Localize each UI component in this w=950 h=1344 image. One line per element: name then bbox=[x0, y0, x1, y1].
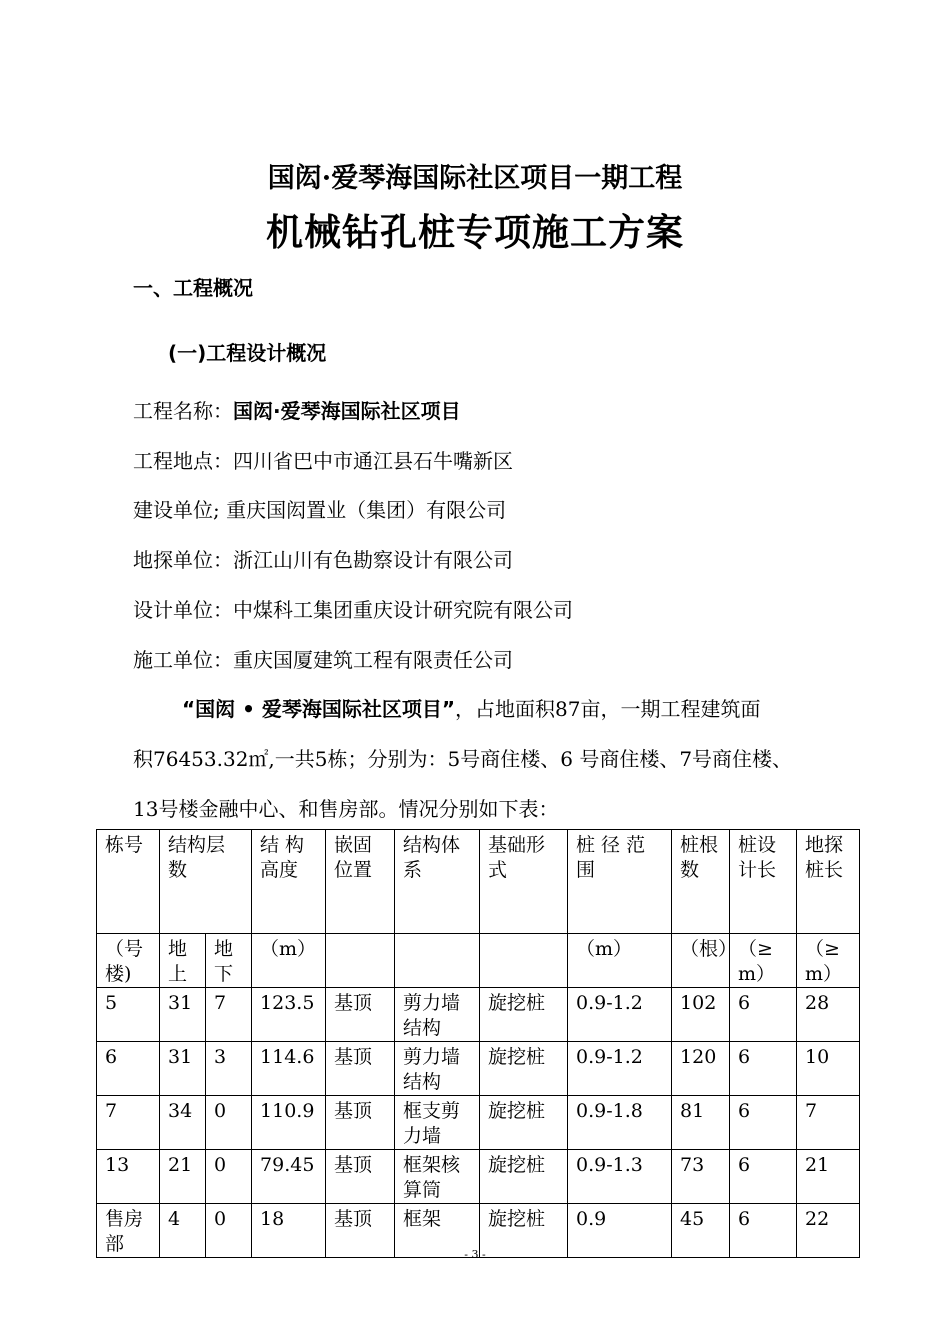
table-cell: 0.9-1.8 bbox=[568, 1096, 672, 1150]
header-cell: 基础形式 bbox=[480, 830, 568, 934]
table-cell: 13 bbox=[97, 1150, 160, 1204]
table-cell: 7 bbox=[797, 1096, 860, 1150]
table-cell: 6 bbox=[730, 1042, 797, 1096]
table-cell: 旋挖桩 bbox=[480, 1042, 568, 1096]
table-cell: 旋挖桩 bbox=[480, 1096, 568, 1150]
table-cell: 售房部 bbox=[97, 1204, 160, 1258]
info-value: 重庆国闳置业（集团）有限公司 bbox=[226, 498, 507, 522]
header-cell: 栋号 bbox=[97, 830, 160, 934]
table-cell: 7 bbox=[97, 1096, 160, 1150]
overview-line-3: 13号楼金融中心、和售房部。情况分别如下表： bbox=[133, 797, 559, 821]
table-cell: 110.9 bbox=[252, 1096, 326, 1150]
table-cell: 31 bbox=[160, 988, 206, 1042]
table-unit-row bbox=[97, 934, 860, 988]
header-cell: 桩设计长 bbox=[730, 830, 797, 934]
table-cell: 81 bbox=[672, 1096, 730, 1150]
table-cell: 102 bbox=[672, 988, 730, 1042]
header-cell: 嵌固位置 bbox=[326, 830, 395, 934]
table-cell: 框支剪力墙 bbox=[395, 1096, 480, 1150]
table-cell: 73 bbox=[672, 1150, 730, 1204]
table-cell: 旋挖桩 bbox=[480, 988, 568, 1042]
table-cell: 基顶 bbox=[326, 1042, 395, 1096]
unit-cell bbox=[395, 934, 480, 988]
info-value: 中煤科工集团重庆设计研究院有限公司 bbox=[233, 598, 573, 622]
table-row bbox=[97, 1096, 860, 1150]
info-label: 建设单位; bbox=[133, 498, 227, 522]
unit-cell: （根） bbox=[672, 934, 730, 988]
info-label: 工程地点： bbox=[133, 449, 233, 473]
subsection-heading: (一)工程设计概况 bbox=[168, 341, 327, 365]
overview-text: ，占地面积87亩，一期工程建筑面 bbox=[455, 697, 761, 721]
table-cell: 基顶 bbox=[326, 988, 395, 1042]
table-cell: 120 bbox=[672, 1042, 730, 1096]
section-heading: 一、工程概况 bbox=[133, 276, 253, 300]
header-cell: 结构体系 bbox=[395, 830, 480, 934]
info-value: 国闳·爱琴海国际社区项目 bbox=[233, 399, 461, 423]
unit-cell: 地上 bbox=[160, 934, 206, 988]
table-cell: 22 bbox=[797, 1204, 860, 1258]
building-table bbox=[96, 829, 860, 1258]
table-cell: 旋挖桩 bbox=[480, 1150, 568, 1204]
table-row bbox=[97, 1150, 860, 1204]
table-cell: 基顶 bbox=[326, 1204, 395, 1258]
info-design-unit bbox=[133, 594, 573, 623]
table-cell: 21 bbox=[797, 1150, 860, 1204]
unit-cell: （号楼) bbox=[97, 934, 160, 988]
info-value: 四川省巴中市通江县石牛嘴新区 bbox=[233, 449, 513, 473]
table-cell: 3 bbox=[206, 1042, 252, 1096]
document-subtitle: 机械钻孔桩专项施工方案 bbox=[266, 210, 684, 254]
table-cell: 114.6 bbox=[252, 1042, 326, 1096]
unit-cell: （m） bbox=[252, 934, 326, 988]
table-cell: 6 bbox=[97, 1042, 160, 1096]
info-label: 设计单位： bbox=[133, 598, 233, 622]
table-cell: 0 bbox=[206, 1150, 252, 1204]
info-label: 施工单位： bbox=[133, 648, 233, 672]
table-cell: 21 bbox=[160, 1150, 206, 1204]
header-cell: 地探桩长 bbox=[797, 830, 860, 934]
table-cell: 5 bbox=[97, 988, 160, 1042]
table-cell: 剪力墙结构 bbox=[395, 1042, 480, 1096]
info-label: 地探单位： bbox=[133, 548, 233, 572]
table-cell: 31 bbox=[160, 1042, 206, 1096]
header-cell: 结构层数 bbox=[160, 830, 252, 934]
table-cell: 旋挖桩 bbox=[480, 1204, 568, 1258]
table-cell: 0.9-1.3 bbox=[568, 1150, 672, 1204]
info-construction-unit bbox=[133, 644, 513, 673]
overview-line-1 bbox=[182, 693, 892, 722]
table-cell: 0.9 bbox=[568, 1204, 672, 1258]
header-cell: 桩根数 bbox=[672, 830, 730, 934]
table-cell: 18 bbox=[252, 1204, 326, 1258]
info-survey-unit bbox=[133, 544, 513, 573]
table-cell: 6 bbox=[730, 1204, 797, 1258]
unit-cell: （≥m） bbox=[730, 934, 797, 988]
unit-cell: （m） bbox=[568, 934, 672, 988]
table-row bbox=[97, 988, 860, 1042]
unit-cell bbox=[326, 934, 395, 988]
info-developer bbox=[133, 494, 506, 523]
project-name-quote: “国闳 • 爱琴海国际社区项目” bbox=[182, 697, 455, 721]
overview-line-2: 积76453.32㎡,一共5栋；分别为：5号商住楼、6 号商住楼、7号商住楼、 bbox=[133, 747, 793, 771]
table-header-row bbox=[97, 830, 860, 934]
table-cell: 0 bbox=[206, 1096, 252, 1150]
page-number: - 3 - bbox=[464, 1248, 486, 1261]
unit-cell bbox=[480, 934, 568, 988]
table-cell: 79.45 bbox=[252, 1150, 326, 1204]
unit-cell: （≥m） bbox=[797, 934, 860, 988]
table-cell: 6 bbox=[730, 1096, 797, 1150]
header-cell: 桩 径 范围 bbox=[568, 830, 672, 934]
table-cell: 45 bbox=[672, 1204, 730, 1258]
table-cell: 4 bbox=[160, 1204, 206, 1258]
info-value: 重庆国厦建筑工程有限责任公司 bbox=[233, 648, 513, 672]
info-value: 浙江山川有色勘察设计有限公司 bbox=[233, 548, 513, 572]
document-title: 国闳·爱琴海国际社区项目一期工程 bbox=[267, 163, 683, 194]
table-cell: 6 bbox=[730, 988, 797, 1042]
table-cell: 剪力墙结构 bbox=[395, 988, 480, 1042]
table-row bbox=[97, 1042, 860, 1096]
info-project-name bbox=[133, 395, 461, 424]
table-cell: 框架 bbox=[395, 1204, 480, 1258]
info-project-location bbox=[133, 445, 513, 474]
info-label: 工程名称： bbox=[133, 399, 233, 423]
header-cell: 结 构 高度 bbox=[252, 830, 326, 934]
table-cell: 7 bbox=[206, 988, 252, 1042]
table-cell: 0.9-1.2 bbox=[568, 1042, 672, 1096]
table-cell: 10 bbox=[797, 1042, 860, 1096]
table-cell: 28 bbox=[797, 988, 860, 1042]
unit-cell: 地下 bbox=[206, 934, 252, 988]
table-cell: 基顶 bbox=[326, 1150, 395, 1204]
table-cell: 6 bbox=[730, 1150, 797, 1204]
table-cell: 框架核算筒 bbox=[395, 1150, 480, 1204]
table-cell: 基顶 bbox=[326, 1096, 395, 1150]
table-cell: 34 bbox=[160, 1096, 206, 1150]
table-cell: 0.9-1.2 bbox=[568, 988, 672, 1042]
table-cell: 0 bbox=[206, 1204, 252, 1258]
table-cell: 123.5 bbox=[252, 988, 326, 1042]
